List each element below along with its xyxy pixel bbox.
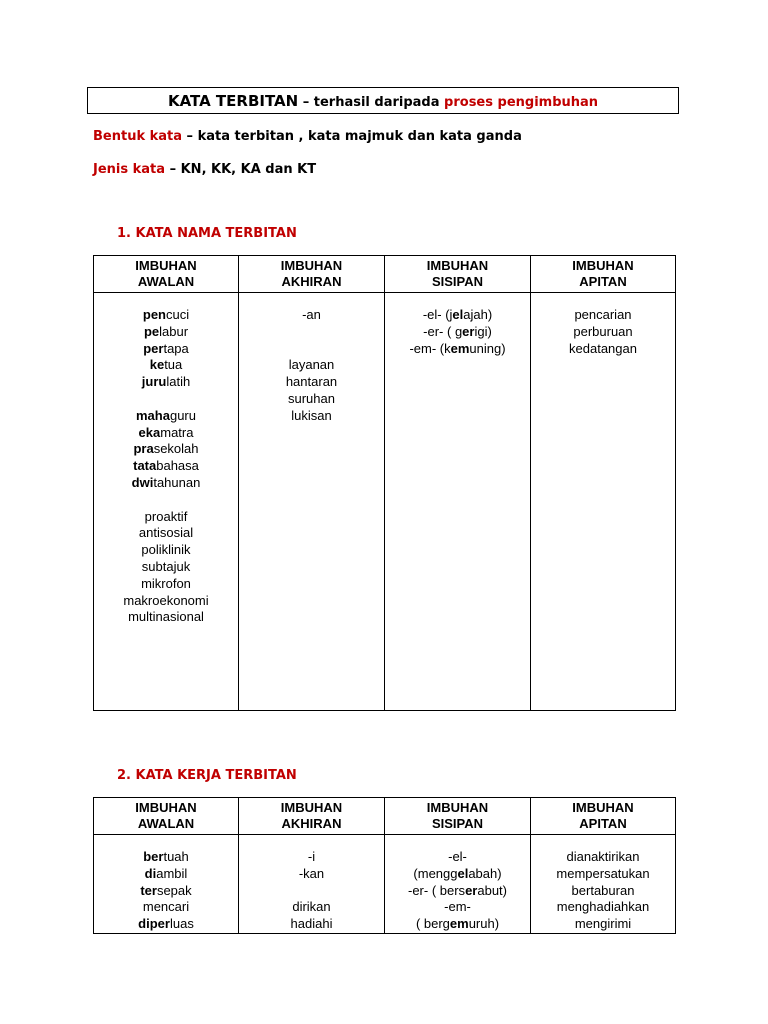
section2-header-awalan: IMBUHAN AWALAN [94,798,239,835]
list-item: antisosial [138,525,194,541]
section1-header-akhiran: IMBUHAN AKHIRAN [239,256,385,293]
list-item: bertaburan [571,882,635,898]
section2-header-apitan: IMBUHAN APITAN [531,798,676,835]
list-item: mencari [142,899,190,915]
list-item: proaktif [144,508,188,524]
list-item: perburuan [573,323,633,339]
list-item: -er- ( berserabut) [408,882,507,898]
list-item: ( bergemuruh) [415,916,500,932]
title-box [87,87,679,114]
list-item: poliklinik [141,542,191,558]
list-item: kedatangan [569,340,637,356]
list-item: (menggelabah) [413,865,502,881]
section2-akhiran-cell [239,835,385,934]
list-item: -em- [444,899,471,915]
list-item: diperluas [138,916,194,932]
title-highlight: proses pengimbuhan [444,95,599,110]
title-main: KATA TERBITAN [167,92,299,110]
list-item: hadiahi [290,916,333,932]
list-item: -el- (jelajah) [422,307,493,322]
section2-table [93,797,676,934]
section2-heading: 2. KATA KERJA TERBITAN [117,768,297,783]
list-item: -an [302,307,321,322]
list-item: prasekolah [133,441,199,457]
section1-header-apitan: IMBUHAN APITAN [531,256,676,293]
list-item [94,391,238,408]
list-item: subtajuk [141,558,191,574]
list-item: pertapa [143,340,189,356]
list-item: -i [307,849,316,864]
list-item: mempersatukan [556,865,650,881]
section1-sisipan-cell [385,293,531,711]
section2-sisipan-cell [385,835,531,934]
list-item: ekamatra [138,424,194,440]
list-item: pelabur [143,323,189,339]
section1-awalan-cell [94,293,239,711]
list-item: menghadiahkan [556,899,650,915]
list-item [94,492,238,509]
list-item [239,324,384,341]
list-item: tersepak [140,882,192,898]
jenis-text: KN, KK, KA dan KT [180,162,317,177]
list-item: -kan [298,865,325,881]
list-item: suruhan [288,390,335,406]
jenis-label: Jenis kata [93,162,166,177]
list-item: ketua [149,357,183,373]
section2-header-row [94,798,676,835]
section2-body-row [94,835,676,934]
section1-apitan-cell [531,293,676,711]
list-item: dirikan [292,899,331,915]
list-item: hantaran [285,374,338,390]
section1-header-awalan: IMBUHAN AWALAN [94,256,239,293]
list-item: mahaguru [136,407,196,423]
list-item: dianaktirikan [566,849,640,864]
list-item: jurulatih [141,374,191,390]
list-item: multinasional [128,609,204,625]
section2-awalan-cell [94,835,239,934]
list-item: dwitahunan [131,474,201,490]
bentuk-kata-line [93,129,522,144]
section1-table [93,255,676,711]
list-item: diambil [144,865,188,881]
section2-header-sisipan: IMBUHAN SISIPAN [385,798,531,835]
list-item: pencarian [574,307,632,322]
bentuk-text: kata terbitan , kata majmuk dan kata ganda [197,129,522,144]
section1-akhiran-cell [239,293,385,711]
section1-heading: 1. KATA NAMA TERBITAN [117,226,297,241]
list-item: lukisan [291,407,332,423]
section1-header-row [94,256,676,293]
list-item: -el- [448,849,467,864]
list-item: bertuah [143,849,189,864]
list-item: -em- (kemuning) [409,340,506,356]
bentuk-label: Bentuk kata [93,129,183,144]
list-item: layanan [288,357,335,373]
list-item: pencuci [142,307,190,322]
section2-apitan-cell [531,835,676,934]
list-item: -er- ( gerigi) [423,323,492,339]
bentuk-dash: – [182,129,198,144]
list-item [239,341,384,358]
list-item: tatabahasa [133,458,199,474]
section2-header-akhiran: IMBUHAN AKHIRAN [239,798,385,835]
title-middle: terhasil daripada [313,95,445,110]
list-item: mengirimi [574,916,632,932]
list-item [239,883,384,900]
jenis-kata-line [93,162,316,177]
list-item: makroekonomi [123,592,209,608]
list-item: mikrofon [141,575,191,591]
title-dash: – [298,95,314,110]
section1-header-sisipan: IMBUHAN SISIPAN [385,256,531,293]
jenis-dash: – [165,162,181,177]
section1-body-row [94,293,676,711]
